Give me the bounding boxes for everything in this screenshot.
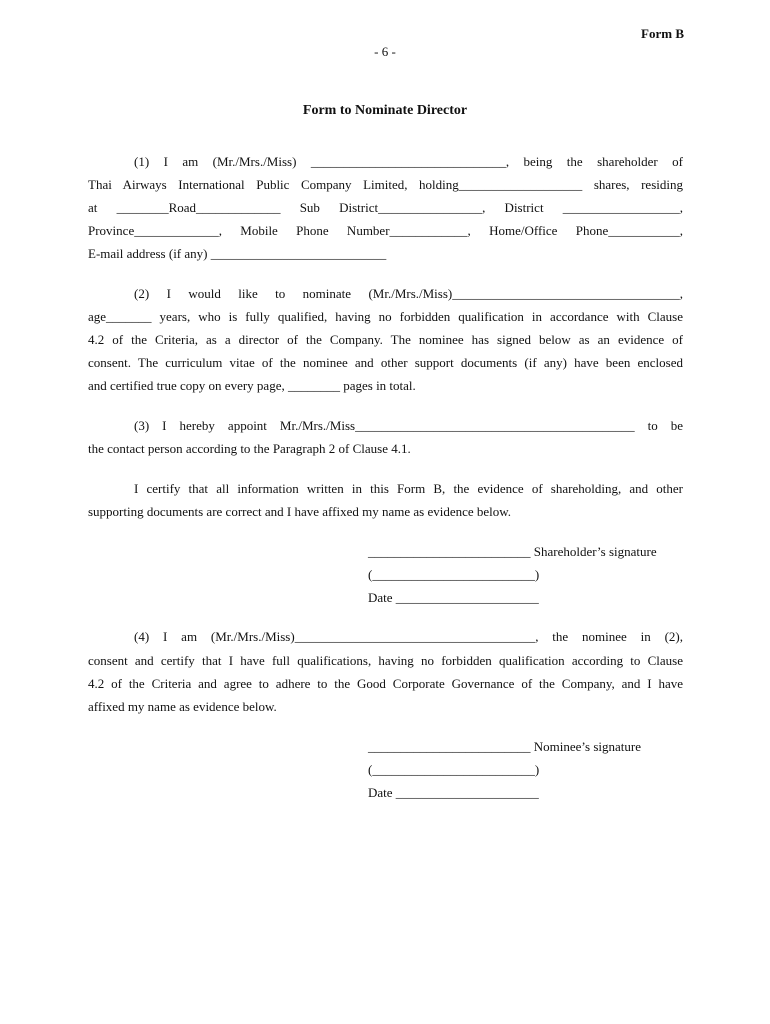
section3-line-2: the contact person according to the Paragraph 2 of Clause 4.1. <box>88 441 411 456</box>
section4-line-2: consent and certify that I have full qualifications, having no forbidden qualification according to Clause <box>88 653 683 668</box>
section2-line-3: 4.2 of the Criteria, as a director of the Company. The nominee has signed below as an evidence of <box>88 332 683 347</box>
section4-line-1: (4) I am (Mr./Mrs./Miss)_____________________________________, the nominee in (2), <box>134 629 683 644</box>
nominee-date-line: Date ______________________ <box>368 785 539 800</box>
page-title: Form to Nominate Director <box>302 103 468 118</box>
section1-line-5: E-mail address (if any) ___________________________ <box>88 246 387 261</box>
section1-line-4: Province_____________, Mobile Phone Number____________, Home/Office Phone___________, <box>88 223 683 238</box>
section2-line-4: consent. The curriculum vitae of the nominee and other support documents (if any) have been enclosed <box>88 355 683 370</box>
shareholder-signature-line: _________________________ Shareholder’s signature <box>368 544 657 559</box>
section1-line-1: (1) I am (Mr./Mrs./Miss) ______________________________, being the shareholder of <box>134 154 683 169</box>
section2-line-2: age_______ years, who is fully qualified, having no forbidden qualification in accordance with Clause <box>88 309 683 324</box>
page-number: - 6 - <box>374 44 396 59</box>
shareholder-name-line: (_________________________) <box>368 567 540 582</box>
section3-line-1: (3) I hereby appoint Mr./Mrs./Miss___________________________________________ to be <box>134 418 683 433</box>
nominee-name-line: (_________________________) <box>368 762 540 777</box>
section2-line-5: and certified true copy on every page, ________ pages in total. <box>88 378 416 393</box>
certification-line-2: supporting documents are correct and I have affixed my name as evidence below. <box>88 504 512 519</box>
section1-line-3: at ________Road_____________ Sub District________________, District __________________, <box>88 200 683 215</box>
section1-line-2: Thai Airways International Public Company Limited, holding___________________ shares, residing <box>88 177 683 192</box>
certification-line-1: I certify that all information written in this Form B, the evidence of shareholding, and other <box>134 481 683 496</box>
nominee-signature-line: _________________________ Nominee’s signature <box>368 739 641 754</box>
section2-line-1: (2) I would like to nominate (Mr./Mrs./Miss)___________________________________, <box>134 286 683 301</box>
form-label: Form B <box>641 26 684 41</box>
section4-line-4: affixed my name as evidence below. <box>88 699 277 714</box>
shareholder-date-line: Date ______________________ <box>368 590 539 605</box>
section4-line-3: 4.2 of the Criteria and agree to adhere to the Good Corporate Governance of the Company, and I have <box>88 676 683 691</box>
